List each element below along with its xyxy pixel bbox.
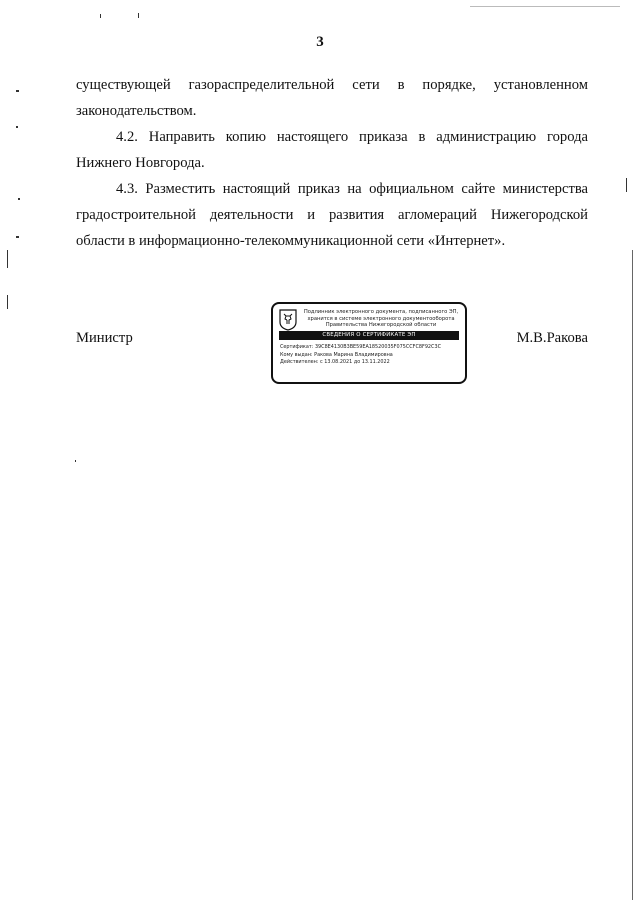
certificate-label: Сертификат: [280, 344, 314, 350]
e-signature-stamp [271, 302, 467, 384]
scan-line [7, 295, 8, 309]
signer-name: М.В.Ракова [516, 330, 588, 346]
certificate-value: 39C8E4130B3BE59EA18520035F075CCFC8F92C3C [314, 344, 441, 350]
paragraph-continuation-end: законодательством. [76, 103, 197, 119]
paragraph-4-2: 4.2. Направить копию настоящего приказа в администрацию города Нижнего Новгорода. [76, 129, 588, 171]
scan-edge-line [470, 6, 620, 7]
issued-to-value: Ракова Марина Владимировна [314, 351, 393, 358]
stamp-header: СВЕДЕНИЯ О СЕРТИФИКАТЕ ЭП [279, 331, 459, 340]
page-number: 3 [316, 34, 324, 50]
scan-speck [16, 126, 18, 128]
scan-line [7, 250, 8, 268]
certificate-row [280, 344, 462, 352]
paragraph-4-3: 4.3. Разместить настоящий приказ на официальном сайте министерства градостроительной деятельности и развития агломераций Нижегородской области в информационно-телекоммуникационной сети «Интернет». [76, 181, 588, 249]
paragraph-continuation-line: существующей газораспределительной сети в порядке, установленном [76, 77, 588, 93]
scan-speck [75, 460, 76, 462]
valid-row [280, 359, 462, 367]
scan-line [626, 178, 627, 192]
valid-label: Действителен: [280, 359, 319, 366]
nizhny-novgorod-deer-emblem-icon [279, 309, 297, 331]
scan-speck [16, 236, 19, 238]
scan-speck [100, 14, 101, 18]
stamp-fields [280, 344, 462, 367]
scan-edge-line [632, 250, 633, 900]
issued-to-label: Кому выдан: [280, 351, 313, 358]
scan-speck [138, 13, 139, 18]
scan-speck [16, 90, 19, 92]
valid-value: с 13.08.2021 до 13.11.2022 [320, 359, 390, 366]
stamp-note: Подлинник электронного документа, подписанного ЭП, хранится в системе электронного документооборота Правительства Нижегородской области [303, 309, 459, 329]
scan-speck [18, 198, 20, 200]
signer-position: Министр [76, 330, 133, 346]
